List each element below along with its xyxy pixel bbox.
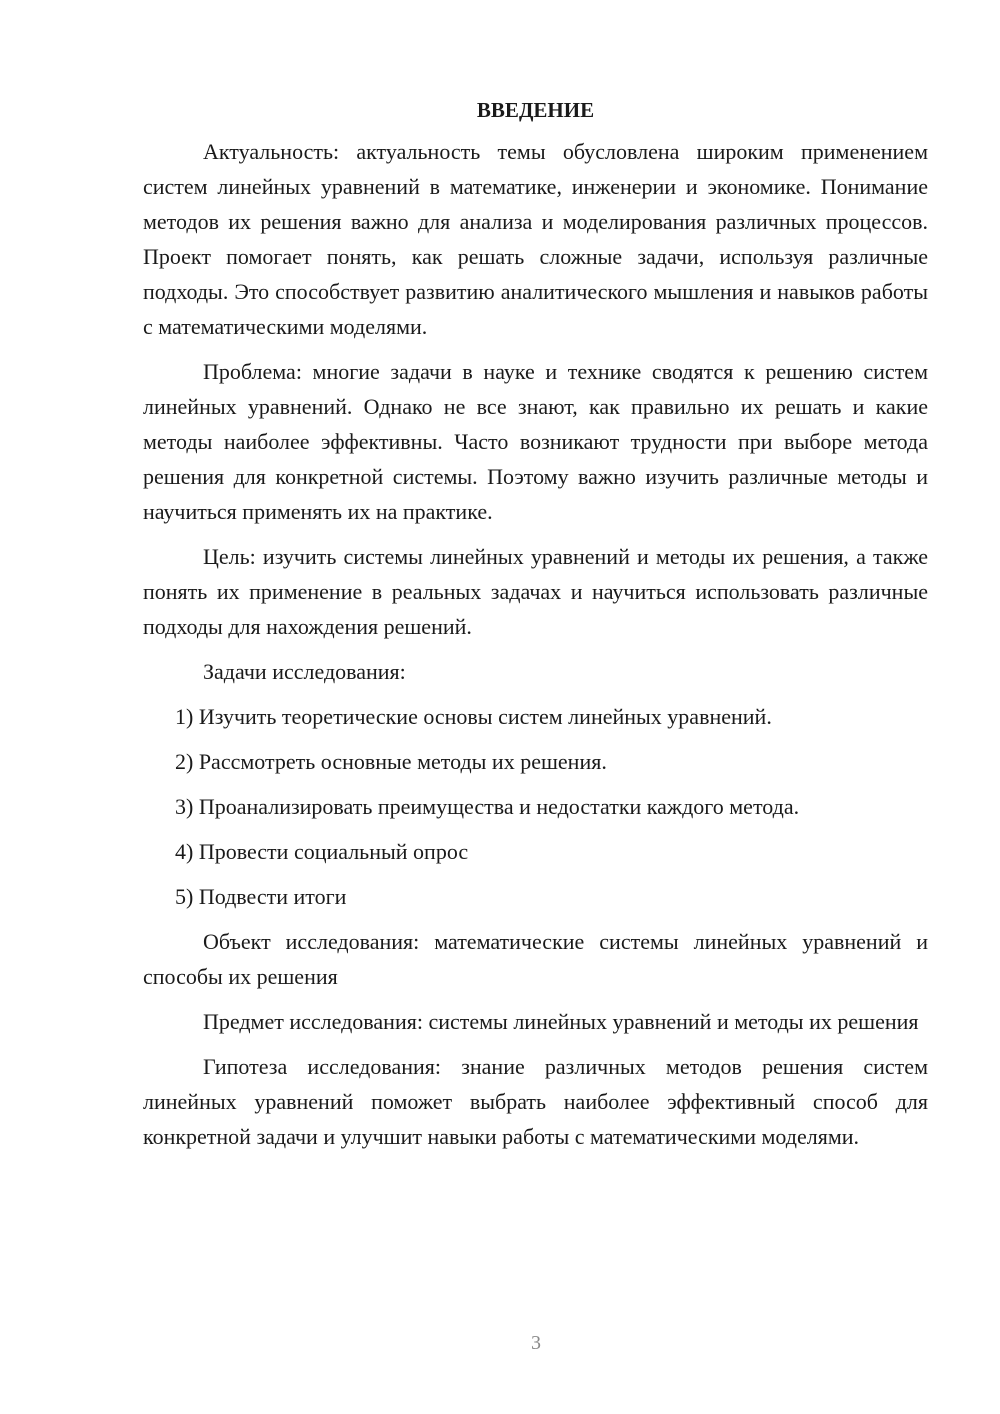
task-item-1: 1) Изучить теоретические основы систем линейных уравнений. [175,704,772,729]
document-page [143,88,928,1164]
tasks-heading: Задачи исследования: [203,659,406,684]
task-item-5: 5) Подвести итоги [175,884,347,909]
object-paragraph: Объект исследования: математические системы линейных уравнений и способы их решения [143,929,928,989]
subject-paragraph: Предмет исследования: системы линейных уравнений и методы их решения [203,1009,919,1034]
task-item-3: 3) Проанализировать преимущества и недостатки каждого метода. [175,794,800,819]
relevance-paragraph: Актуальность: актуальность темы обусловлена широким применением систем линейных уравнений в математике, инженерии и экономике. Понимание методов их решения важно для анализа и моделирования различных процессов. Проект помогает понять, как решать сложные задачи, используя различные подходы. Это способствует развитию аналитического мышления и навыков работы с математическими моделями. [143,139,928,339]
task-item-4: 4) Провести социальный опрос [175,839,469,864]
goal-paragraph: Цель: изучить системы линейных уравнений и методы их решения, а также понять их применение в реальных задачах и научиться использовать различные подходы для нахождения решений. [143,544,928,639]
task-list [143,699,928,914]
page-number: 3 [531,1332,541,1354]
task-item-2: 2) Рассмотреть основные методы их решения. [175,749,607,774]
problem-paragraph: Проблема: многие задачи в науке и технике сводятся к решению систем линейных уравнений. Однако не все знают, как правильно их решать и какие методы наиболее эффективны. Часто возникают трудности при выборе метода решения для конкретной системы. Поэтому важно изучить различные методы и научиться применять их на практике. [143,359,928,524]
page-title: ВВЕДЕНИЕ [476,98,595,122]
hypothesis-paragraph: Гипотеза исследования: знание различных методов решения систем линейных уравнений поможет выбрать наиболее эффективный способ для конкретной задачи и улучшит навыки работы с математическими моделями. [143,1054,928,1149]
